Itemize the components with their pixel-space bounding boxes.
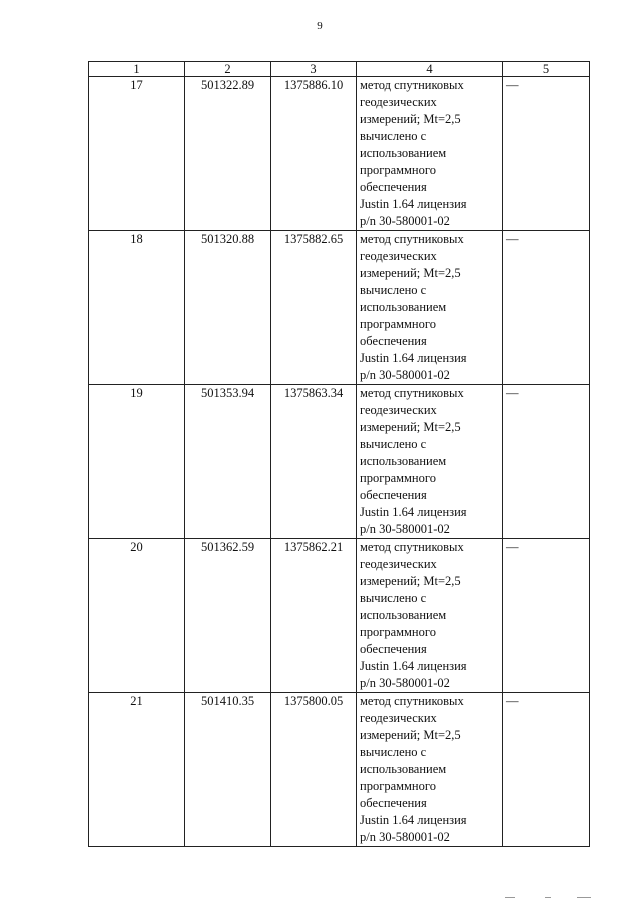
method-line: вычислено с	[360, 745, 427, 759]
method-line: измерений; Mt=2,5	[360, 112, 461, 126]
scan-artifact-marks	[505, 897, 595, 901]
method-line: использованием	[360, 300, 447, 314]
method-line: р/n 30-580001-02	[360, 368, 450, 382]
method-line: Justin 1.64 лицензия	[360, 505, 467, 519]
method-line: метод спутниковых	[360, 78, 464, 92]
method-description	[357, 385, 503, 539]
method-line: использованием	[360, 454, 447, 468]
method-line: обеспечения	[360, 180, 427, 194]
method-line: использованием	[360, 762, 447, 776]
method-line: Justin 1.64 лицензия	[360, 351, 467, 365]
y-coordinate: 1375863.34	[271, 385, 357, 539]
page-number: 9	[317, 20, 323, 32]
method-line: Justin 1.64 лицензия	[360, 813, 467, 827]
x-coordinate: 501320.88	[185, 231, 271, 385]
method-line: геодезических	[360, 557, 437, 571]
method-line: программного	[360, 317, 436, 331]
method-line: использованием	[360, 146, 447, 160]
method-line: вычислено с	[360, 437, 427, 451]
y-coordinate: 1375886.10	[271, 77, 357, 231]
note-cell: —	[503, 693, 590, 847]
column-header-1: 1	[89, 62, 185, 77]
method-line: р/n 30-580001-02	[360, 522, 450, 536]
x-coordinate: 501362.59	[185, 539, 271, 693]
method-line: р/n 30-580001-02	[360, 214, 450, 228]
point-number: 20	[89, 539, 185, 693]
table-row	[89, 385, 590, 539]
x-coordinate: 501410.35	[185, 693, 271, 847]
column-header-2: 2	[185, 62, 271, 77]
x-coordinate: 501353.94	[185, 385, 271, 539]
method-line: программного	[360, 625, 436, 639]
method-line: обеспечения	[360, 334, 427, 348]
method-line: измерений; Mt=2,5	[360, 574, 461, 588]
method-line: р/n 30-580001-02	[360, 830, 450, 844]
method-description	[357, 693, 503, 847]
method-line: метод спутниковых	[360, 540, 464, 554]
note-cell: —	[503, 231, 590, 385]
method-line: программного	[360, 779, 436, 793]
coordinates-table	[88, 61, 590, 847]
method-line: геодезических	[360, 95, 437, 109]
method-line: вычислено с	[360, 129, 427, 143]
method-line: Justin 1.64 лицензия	[360, 659, 467, 673]
point-number: 21	[89, 693, 185, 847]
method-line: метод спутниковых	[360, 386, 464, 400]
table-row	[89, 539, 590, 693]
method-line: программного	[360, 471, 436, 485]
column-header-4: 4	[357, 62, 503, 77]
y-coordinate: 1375882.65	[271, 231, 357, 385]
point-number: 17	[89, 77, 185, 231]
method-line: измерений; Mt=2,5	[360, 266, 461, 280]
method-line: измерений; Mt=2,5	[360, 420, 461, 434]
note-cell: —	[503, 539, 590, 693]
method-line: программного	[360, 163, 436, 177]
note-cell: —	[503, 385, 590, 539]
table-row	[89, 693, 590, 847]
point-number: 18	[89, 231, 185, 385]
method-line: вычислено с	[360, 591, 427, 605]
method-line: обеспечения	[360, 488, 427, 502]
x-coordinate: 501322.89	[185, 77, 271, 231]
y-coordinate: 1375800.05	[271, 693, 357, 847]
table-row	[89, 77, 590, 231]
y-coordinate: 1375862.21	[271, 539, 357, 693]
column-header-5: 5	[503, 62, 590, 77]
method-description	[357, 231, 503, 385]
note-cell: —	[503, 77, 590, 231]
method-line: геодезических	[360, 711, 437, 725]
method-line: геодезических	[360, 249, 437, 263]
method-line: измерений; Mt=2,5	[360, 728, 461, 742]
table-header-row	[89, 62, 590, 77]
table-row	[89, 231, 590, 385]
method-line: использованием	[360, 608, 447, 622]
point-number: 19	[89, 385, 185, 539]
method-line: вычислено с	[360, 283, 427, 297]
method-description	[357, 77, 503, 231]
method-line: метод спутниковых	[360, 232, 464, 246]
method-line: геодезических	[360, 403, 437, 417]
method-line: обеспечения	[360, 642, 427, 656]
method-description	[357, 539, 503, 693]
column-header-3: 3	[271, 62, 357, 77]
method-line: обеспечения	[360, 796, 427, 810]
method-line: метод спутниковых	[360, 694, 464, 708]
method-line: Justin 1.64 лицензия	[360, 197, 467, 211]
method-line: р/n 30-580001-02	[360, 676, 450, 690]
